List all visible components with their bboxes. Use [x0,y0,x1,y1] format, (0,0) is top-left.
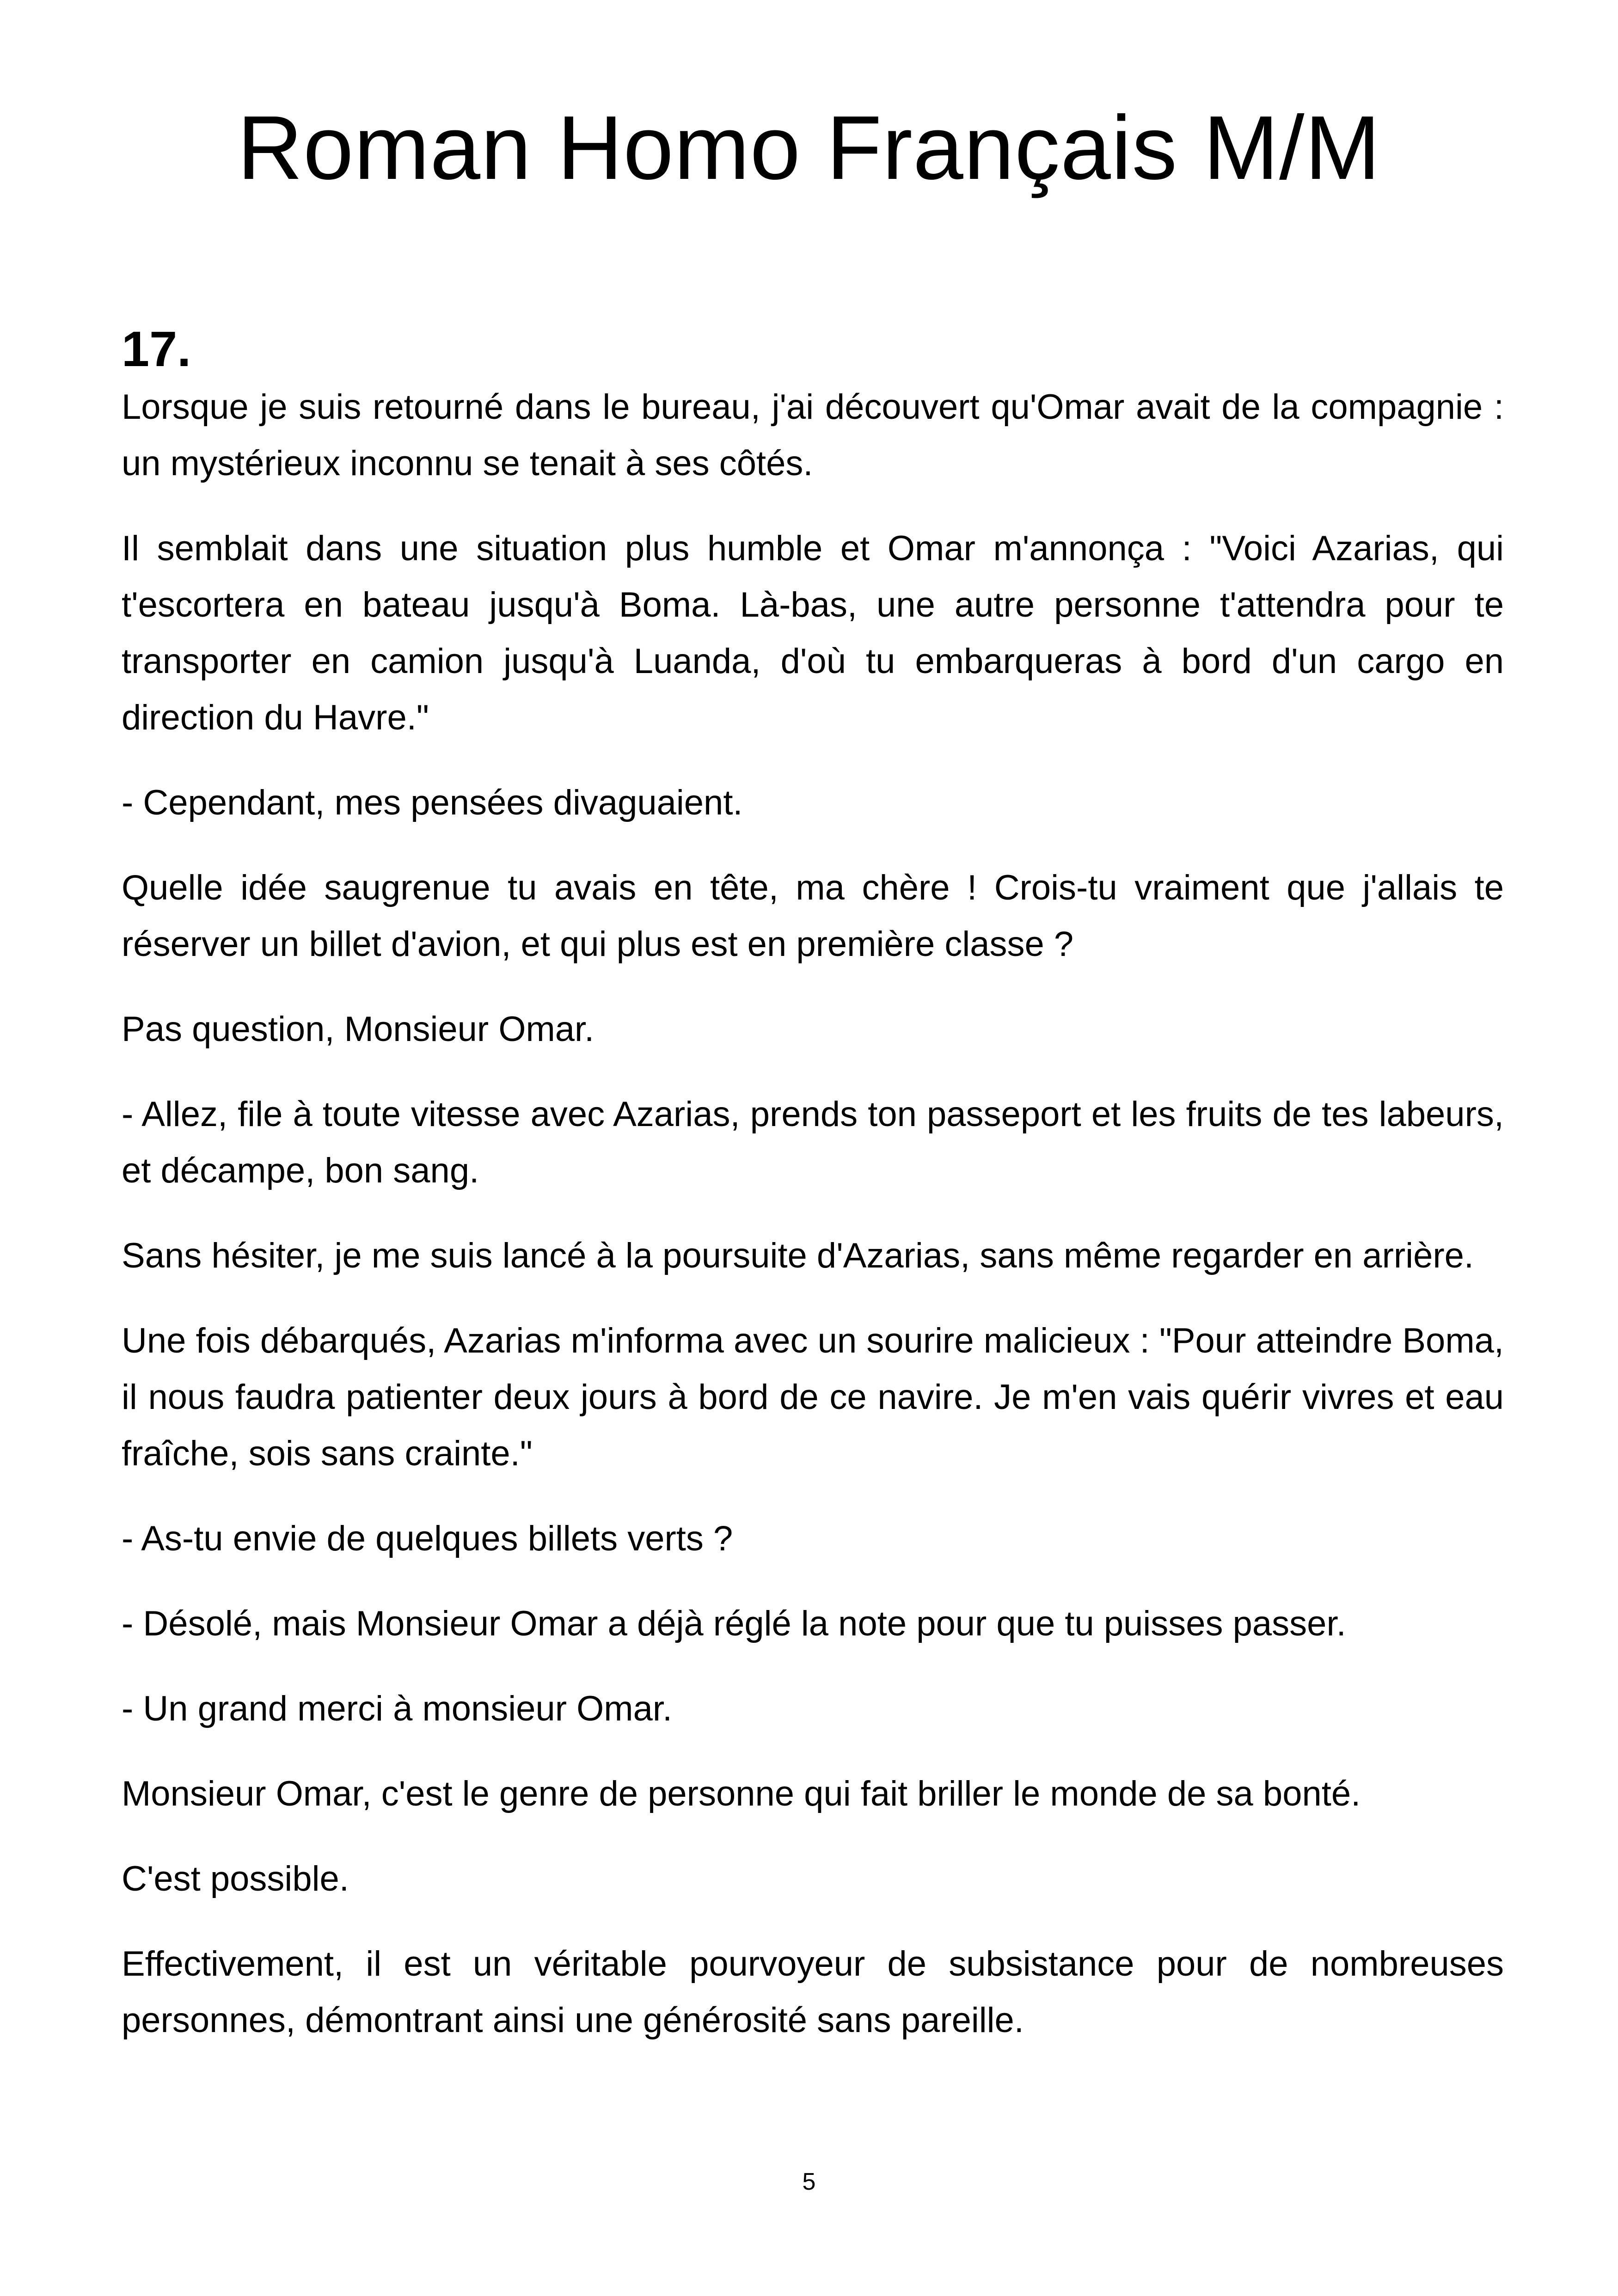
paragraph: Une fois débarqués, Azarias m'informa avec un sourire malicieux : "Pour atteindre Boma, il nous faudra patienter deux jours à bord de ce navire. Je m'en vais quérir vivres et eau fraîche, sois sans crainte." [122,1321,1504,1473]
paragraph: C'est possible. [122,1859,349,1898]
chapter-body [122,379,1504,2049]
paragraph: Sans hésiter, je me suis lancé à la poursuite d'Azarias, sans même regarder en arrière. [122,1236,1474,1275]
paragraph: - Désolé, mais Monsieur Omar a déjà réglé la note pour que tu puisses passer. [122,1604,1346,1643]
paragraph: Lorsque je suis retourné dans le bureau, j'ai découvert qu'Omar avait de la compagnie : un mystérieux inconnu se tenait à ses côtés. [122,387,1504,483]
document-title: Roman Homo Français M/M [237,97,1381,198]
paragraph: Effectivement, il est un véritable pourvoyeur de subsistance pour de nombreuses personnes, démontrant ainsi une générosité sans pareille. [122,1944,1504,2040]
paragraph: - Un grand merci à monsieur Omar. [122,1689,673,1728]
paragraph: - Cependant, mes pensées divaguaient. [122,783,743,822]
paragraph: - Allez, file à toute vitesse avec Azarias, prends ton passeport et les fruits de tes labeurs, et décampe, bon sang. [122,1095,1504,1190]
paragraph: Pas question, Monsieur Omar. [122,1010,594,1049]
chapter-heading: 17. [122,321,191,377]
paragraph: Quelle idée saugrenue tu avais en tête, ma chère ! Crois-tu vraiment que j'allais te réserver un billet d'avion, et qui plus est en première classe ? [122,868,1504,964]
paragraph: - As-tu envie de quelques billets verts ? [122,1519,733,1558]
page-number: 5 [802,2168,816,2195]
paragraph: Il semblait dans une situation plus humble et Omar m'annonça : "Voici Azarias, qui t'escortera en bateau jusqu'à Boma. Là-bas, une autre personne t'attendra pour te transporter en camion jusqu'à Luanda, d'où tu embarqueras à bord d'un cargo en direction du Havre." [122,529,1504,737]
paragraph: Monsieur Omar, c'est le genre de personne qui fait briller le monde de sa bonté. [122,1774,1361,1813]
